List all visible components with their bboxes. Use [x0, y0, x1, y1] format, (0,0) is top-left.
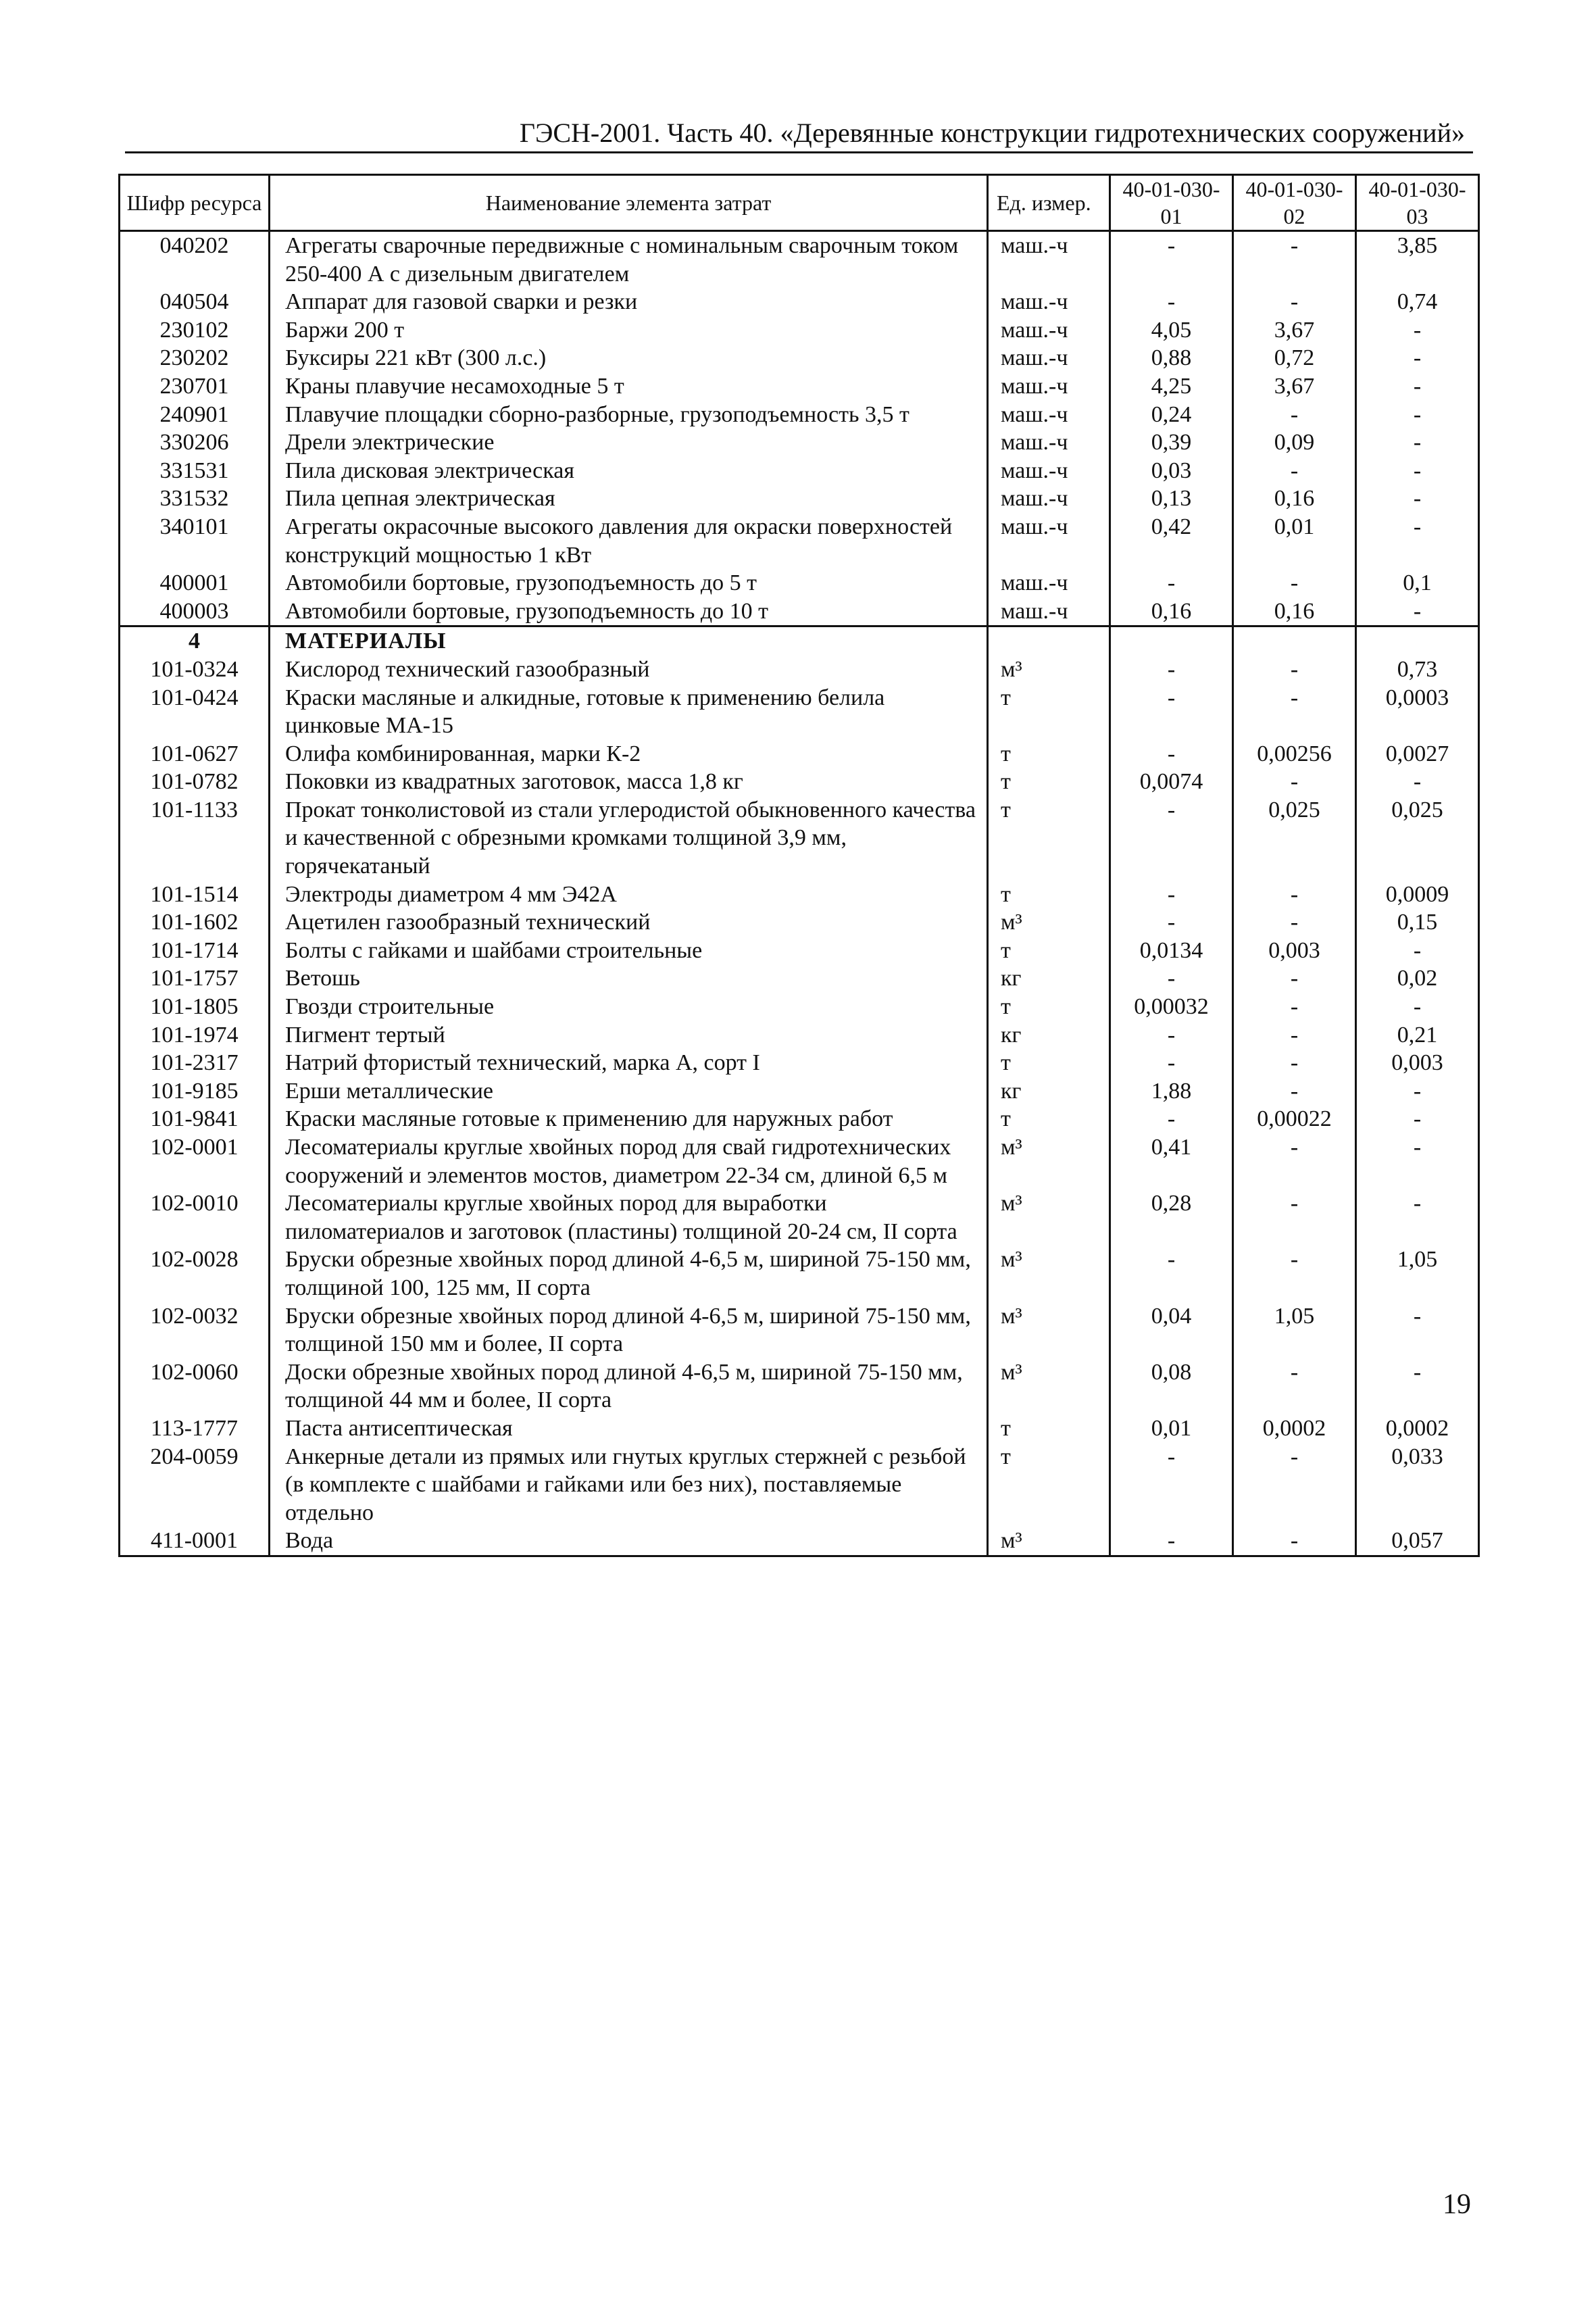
- resource-code: 204-0059: [120, 1443, 270, 1527]
- norm-value-3: -: [1356, 513, 1479, 569]
- column-header-code: Шифр ресурса: [120, 175, 270, 231]
- table-row: [120, 372, 1479, 401]
- norm-value-2: -: [1233, 881, 1356, 909]
- norm-value-2: 0,00256: [1233, 740, 1356, 768]
- norm-value-1: 0,0134: [1110, 937, 1233, 965]
- table-row: [120, 768, 1479, 796]
- resource-name: Буксиры 221 кВт (300 л.с.): [270, 344, 988, 372]
- resource-name: Автомобили бортовые, грузоподъемность до 5 т: [270, 569, 988, 597]
- table-row: [120, 908, 1479, 937]
- resource-name: Анкерные детали из прямых или гнутых круглых стержней с резьбой (в комплекте с шайбами и гайками или без них), поставляемые отдельно: [270, 1443, 988, 1527]
- resource-code: 101-0782: [120, 768, 270, 796]
- resource-code: 040504: [120, 288, 270, 316]
- resource-code: 400001: [120, 569, 270, 597]
- norm-value-1: -: [1110, 1527, 1233, 1556]
- resource-unit: т: [988, 768, 1110, 796]
- table-body: [120, 231, 1479, 1556]
- table-row: [120, 569, 1479, 597]
- norm-value-3: 0,0002: [1356, 1414, 1479, 1443]
- norm-value-3: 0,057: [1356, 1527, 1479, 1556]
- sec-empty-2: [1233, 626, 1356, 656]
- resource-unit: м³: [988, 1133, 1110, 1189]
- resource-code: 101-0627: [120, 740, 270, 768]
- norm-value-1: 0,08: [1110, 1358, 1233, 1414]
- norm-value-2: -: [1233, 288, 1356, 316]
- sec-empty-unit: [988, 626, 1110, 656]
- resource-name: Доски обрезные хвойных пород длиной 4-6,5 м, шириной 75-150 мм, толщиной 44 мм и более, II сорта: [270, 1358, 988, 1414]
- resource-code: 040202: [120, 231, 270, 289]
- resource-unit: маш.-ч: [988, 288, 1110, 316]
- resource-code: 102-0010: [120, 1189, 270, 1246]
- table-row: [120, 316, 1479, 345]
- resource-name: Поковки из квадратных заготовок, масса 1,8 кг: [270, 768, 988, 796]
- resource-name: Агрегаты сварочные передвижные с номинальным сварочным током 250-400 А с дизельным двигателем: [270, 231, 988, 289]
- norm-value-1: -: [1110, 231, 1233, 289]
- resource-unit: т: [988, 740, 1110, 768]
- norm-value-2: 0,0002: [1233, 1414, 1356, 1443]
- column-header-name: Наименование элемента затрат: [270, 175, 988, 231]
- resource-unit: маш.-ч: [988, 316, 1110, 345]
- norm-value-3: -: [1356, 1302, 1479, 1358]
- table-row: [120, 597, 1479, 626]
- norm-value-2: -: [1233, 1358, 1356, 1414]
- norm-value-2: -: [1233, 457, 1356, 485]
- resource-code: 102-0032: [120, 1302, 270, 1358]
- table-row: [120, 231, 1479, 289]
- page-header: [125, 101, 1473, 153]
- norm-value-2: 0,01: [1233, 513, 1356, 569]
- table-row: [120, 457, 1479, 485]
- norm-value-2: 0,00022: [1233, 1105, 1356, 1133]
- resource-name: Пила дисковая электрическая: [270, 457, 988, 485]
- norm-value-1: -: [1110, 1105, 1233, 1133]
- resource-name: Плавучие площадки сборно-разборные, грузоподъемность 3,5 т: [270, 401, 988, 429]
- table-row: [120, 993, 1479, 1021]
- resource-name: Паста антисептическая: [270, 1414, 988, 1443]
- norm-value-3: -: [1356, 993, 1479, 1021]
- resource-name: Агрегаты окрасочные высокого давления для окраски поверхностей конструкций мощностью 1 кВт: [270, 513, 988, 569]
- resource-code: 411-0001: [120, 1527, 270, 1556]
- norm-value-3: 0,74: [1356, 288, 1479, 316]
- norm-value-2: 1,05: [1233, 1302, 1356, 1358]
- norm-value-3: 0,02: [1356, 964, 1479, 993]
- resource-code: 101-1133: [120, 796, 270, 881]
- norm-value-3: 0,73: [1356, 656, 1479, 684]
- norm-value-3: -: [1356, 316, 1479, 345]
- resource-name: Баржи 200 т: [270, 316, 988, 345]
- norm-value-2: -: [1233, 993, 1356, 1021]
- norm-value-3: -: [1356, 1105, 1479, 1133]
- resource-code: 340101: [120, 513, 270, 569]
- norm-value-3: 1,05: [1356, 1246, 1479, 1302]
- norm-value-2: -: [1233, 1133, 1356, 1189]
- resource-code: 330206: [120, 428, 270, 457]
- norm-value-1: 4,05: [1110, 316, 1233, 345]
- norm-value-3: 0,0027: [1356, 740, 1479, 768]
- table-row: [120, 1049, 1479, 1077]
- resource-name: Аппарат для газовой сварки и резки: [270, 288, 988, 316]
- resource-unit: м³: [988, 1189, 1110, 1246]
- norm-value-1: -: [1110, 740, 1233, 768]
- norm-value-1: 1,88: [1110, 1077, 1233, 1106]
- resource-name: Олифа комбинированная, марки К-2: [270, 740, 988, 768]
- resource-unit: т: [988, 1414, 1110, 1443]
- resource-unit: м³: [988, 1302, 1110, 1358]
- resource-name: Ацетилен газообразный технический: [270, 908, 988, 937]
- resource-unit: маш.-ч: [988, 485, 1110, 513]
- norm-value-3: -: [1356, 597, 1479, 626]
- resource-code: 101-0324: [120, 656, 270, 684]
- resource-name: Лесоматериалы круглые хвойных пород для выработки пиломатериалов и заготовок (пластины) толщиной 20-24 см, II сорта: [270, 1189, 988, 1246]
- norm-value-3: -: [1356, 372, 1479, 401]
- resource-code: 101-1514: [120, 881, 270, 909]
- resource-unit: маш.-ч: [988, 231, 1110, 289]
- table-row: [120, 1302, 1479, 1358]
- norm-value-3: -: [1356, 768, 1479, 796]
- resource-unit: кг: [988, 1021, 1110, 1050]
- resource-unit: т: [988, 1049, 1110, 1077]
- resource-code: 400003: [120, 597, 270, 626]
- resource-unit: м³: [988, 908, 1110, 937]
- resource-name: Пигмент тертый: [270, 1021, 988, 1050]
- resource-name: Болты с гайками и шайбами строительные: [270, 937, 988, 965]
- norm-value-2: -: [1233, 1021, 1356, 1050]
- resource-code: 101-1714: [120, 937, 270, 965]
- norm-value-3: -: [1356, 1077, 1479, 1106]
- resource-table: [118, 174, 1480, 1557]
- norm-value-2: -: [1233, 684, 1356, 740]
- norm-value-2: -: [1233, 1246, 1356, 1302]
- norm-value-2: 0,16: [1233, 597, 1356, 626]
- resource-code: 101-9185: [120, 1077, 270, 1106]
- norm-value-1: 0,01: [1110, 1414, 1233, 1443]
- resource-unit: т: [988, 1105, 1110, 1133]
- resource-code: 101-1805: [120, 993, 270, 1021]
- norm-value-1: 0,42: [1110, 513, 1233, 569]
- table-row: [120, 1358, 1479, 1414]
- norm-value-1: 0,13: [1110, 485, 1233, 513]
- resource-unit: маш.-ч: [988, 344, 1110, 372]
- norm-value-3: 0,033: [1356, 1443, 1479, 1527]
- norm-value-2: 3,67: [1233, 316, 1356, 345]
- norm-value-1: 0,88: [1110, 344, 1233, 372]
- table-row: [120, 881, 1479, 909]
- table-row: [120, 288, 1479, 316]
- resource-code: 101-1757: [120, 964, 270, 993]
- table-row: [120, 740, 1479, 768]
- norm-value-2: 3,67: [1233, 372, 1356, 401]
- table-row: [120, 937, 1479, 965]
- resource-unit: т: [988, 684, 1110, 740]
- resource-code: 101-9841: [120, 1105, 270, 1133]
- norm-value-3: 0,0009: [1356, 881, 1479, 909]
- norm-value-1: 0,28: [1110, 1189, 1233, 1246]
- norm-value-1: 4,25: [1110, 372, 1233, 401]
- norm-value-3: 0,003: [1356, 1049, 1479, 1077]
- table-header-row: [120, 175, 1479, 231]
- table-row: [120, 401, 1479, 429]
- section-code: 4: [120, 626, 270, 656]
- resource-code: 230202: [120, 344, 270, 372]
- norm-value-2: -: [1233, 569, 1356, 597]
- norm-value-3: -: [1356, 344, 1479, 372]
- table-row: [120, 1133, 1479, 1189]
- norm-value-3: -: [1356, 401, 1479, 429]
- page-number: 19: [1443, 2189, 1471, 2220]
- table-row: [120, 1077, 1479, 1106]
- resource-name: Пила цепная электрическая: [270, 485, 988, 513]
- norm-value-2: -: [1233, 1077, 1356, 1106]
- resource-unit: м³: [988, 1246, 1110, 1302]
- norm-value-2: -: [1233, 964, 1356, 993]
- table-row: [120, 1527, 1479, 1556]
- resource-name: Ветошь: [270, 964, 988, 993]
- resource-name: Автомобили бортовые, грузоподъемность до 10 т: [270, 597, 988, 626]
- norm-value-1: 0,16: [1110, 597, 1233, 626]
- norm-value-1: 0,03: [1110, 457, 1233, 485]
- resource-code: 113-1777: [120, 1414, 270, 1443]
- table-row: [120, 344, 1479, 372]
- resource-name: Натрий фтористый технический, марка А, сорт I: [270, 1049, 988, 1077]
- norm-value-1: -: [1110, 1049, 1233, 1077]
- norm-value-1: -: [1110, 656, 1233, 684]
- resource-unit: т: [988, 993, 1110, 1021]
- norm-value-1: 0,41: [1110, 1133, 1233, 1189]
- norm-value-2: -: [1233, 1049, 1356, 1077]
- resource-name: Электроды диаметром 4 мм Э42А: [270, 881, 988, 909]
- norm-value-1: 0,00032: [1110, 993, 1233, 1021]
- column-header-norm-1: 40-01-030-01: [1110, 175, 1233, 231]
- resource-name: Вода: [270, 1527, 988, 1556]
- norm-value-2: -: [1233, 1527, 1356, 1556]
- norm-value-3: 0,0003: [1356, 684, 1479, 740]
- resource-unit: м³: [988, 1358, 1110, 1414]
- resource-code: 102-0028: [120, 1246, 270, 1302]
- resource-name: Краски масляные готовые к применению для наружных работ: [270, 1105, 988, 1133]
- table-row: [120, 1021, 1479, 1050]
- table-row: [120, 796, 1479, 881]
- table-row: [120, 964, 1479, 993]
- resource-unit: маш.-ч: [988, 513, 1110, 569]
- resource-unit: маш.-ч: [988, 428, 1110, 457]
- norm-value-1: -: [1110, 796, 1233, 881]
- norm-value-3: -: [1356, 1133, 1479, 1189]
- table-row: [120, 428, 1479, 457]
- table-row: [120, 1414, 1479, 1443]
- norm-value-1: -: [1110, 1246, 1233, 1302]
- resource-code: 102-0001: [120, 1133, 270, 1189]
- norm-value-1: -: [1110, 684, 1233, 740]
- table-row: [120, 1189, 1479, 1246]
- section-row: [120, 626, 1479, 656]
- norm-value-3: 0,025: [1356, 796, 1479, 881]
- resource-unit: м³: [988, 1527, 1110, 1556]
- norm-value-1: -: [1110, 964, 1233, 993]
- norm-value-2: 0,003: [1233, 937, 1356, 965]
- resource-unit: кг: [988, 1077, 1110, 1106]
- resource-unit: маш.-ч: [988, 457, 1110, 485]
- norm-value-2: 0,025: [1233, 796, 1356, 881]
- table-row: [120, 513, 1479, 569]
- resource-name: Ерши металлические: [270, 1077, 988, 1106]
- resource-code: 230701: [120, 372, 270, 401]
- table-row: [120, 1443, 1479, 1527]
- norm-value-2: -: [1233, 401, 1356, 429]
- resource-unit: кг: [988, 964, 1110, 993]
- norm-value-1: -: [1110, 881, 1233, 909]
- resource-code: 101-2317: [120, 1049, 270, 1077]
- resource-name: Краски масляные и алкидные, готовые к применению белила цинковые МА-15: [270, 684, 988, 740]
- norm-value-3: 3,85: [1356, 231, 1479, 289]
- norm-value-1: -: [1110, 569, 1233, 597]
- table-row: [120, 656, 1479, 684]
- column-header-unit: Ед. измер.: [988, 175, 1110, 231]
- resource-unit: т: [988, 881, 1110, 909]
- resource-unit: т: [988, 1443, 1110, 1527]
- resource-name: Краны плавучие несамоходные 5 т: [270, 372, 988, 401]
- resource-name: Бруски обрезные хвойных пород длиной 4-6,5 м, шириной 75-150 мм, толщиной 100, 125 мм, II сорта: [270, 1246, 988, 1302]
- document-title: ГЭСН-2001. Часть 40. «Деревянные конструкции гидротехнических сооружений»: [519, 118, 1465, 148]
- norm-value-2: -: [1233, 1443, 1356, 1527]
- resource-code: 101-1602: [120, 908, 270, 937]
- table-row: [120, 485, 1479, 513]
- resource-code: 331532: [120, 485, 270, 513]
- sec-empty-1: [1110, 626, 1233, 656]
- norm-value-1: 0,04: [1110, 1302, 1233, 1358]
- resource-code: 240901: [120, 401, 270, 429]
- resource-unit: м³: [988, 656, 1110, 684]
- norm-value-1: 0,24: [1110, 401, 1233, 429]
- norm-value-1: -: [1110, 1443, 1233, 1527]
- resource-name: Лесоматериалы круглые хвойных пород для свай гидротехнических сооружений и элементов мостов, диаметром 22-34 см, длиной 6,5 м: [270, 1133, 988, 1189]
- norm-value-1: -: [1110, 908, 1233, 937]
- resource-unit: маш.-ч: [988, 597, 1110, 626]
- resource-code: 101-0424: [120, 684, 270, 740]
- table-row: [120, 684, 1479, 740]
- norm-value-2: 0,72: [1233, 344, 1356, 372]
- resource-unit: маш.-ч: [988, 372, 1110, 401]
- resource-name: Дрели электрические: [270, 428, 988, 457]
- norm-value-1: -: [1110, 288, 1233, 316]
- column-header-norm-3: 40-01-030-03: [1356, 175, 1479, 231]
- table-row: [120, 1246, 1479, 1302]
- section-title: МАТЕРИАЛЫ: [270, 626, 988, 656]
- norm-value-2: -: [1233, 908, 1356, 937]
- norm-value-1: -: [1110, 1021, 1233, 1050]
- norm-value-3: 0,21: [1356, 1021, 1479, 1050]
- resource-name: Прокат тонколистовой из стали углеродистой обыкновенного качества и качественной с обрезными кромками толщиной 3,9 мм, горячекатаный: [270, 796, 988, 881]
- resource-code: 230102: [120, 316, 270, 345]
- norm-value-2: -: [1233, 768, 1356, 796]
- table-row: [120, 1105, 1479, 1133]
- resource-unit: маш.-ч: [988, 401, 1110, 429]
- norm-value-3: -: [1356, 485, 1479, 513]
- norm-value-3: 0,15: [1356, 908, 1479, 937]
- resource-name: Кислород технический газообразный: [270, 656, 988, 684]
- norm-value-2: -: [1233, 1189, 1356, 1246]
- norm-value-2: 0,09: [1233, 428, 1356, 457]
- norm-value-3: -: [1356, 937, 1479, 965]
- resource-code: 102-0060: [120, 1358, 270, 1414]
- norm-value-3: -: [1356, 1358, 1479, 1414]
- resource-unit: т: [988, 937, 1110, 965]
- resource-code: 101-1974: [120, 1021, 270, 1050]
- resource-unit: т: [988, 796, 1110, 881]
- norm-value-3: -: [1356, 428, 1479, 457]
- norm-value-3: -: [1356, 1189, 1479, 1246]
- resource-code: 331531: [120, 457, 270, 485]
- norm-value-3: 0,1: [1356, 569, 1479, 597]
- norm-value-2: 0,16: [1233, 485, 1356, 513]
- sec-empty-3: [1356, 626, 1479, 656]
- norm-value-3: -: [1356, 457, 1479, 485]
- norm-value-2: -: [1233, 656, 1356, 684]
- resource-name: Гвозди строительные: [270, 993, 988, 1021]
- resource-unit: маш.-ч: [988, 569, 1110, 597]
- norm-value-1: 0,0074: [1110, 768, 1233, 796]
- column-header-norm-2: 40-01-030-02: [1233, 175, 1356, 231]
- norm-value-1: 0,39: [1110, 428, 1233, 457]
- resource-name: Бруски обрезные хвойных пород длиной 4-6,5 м, шириной 75-150 мм, толщиной 150 мм и более, II сорта: [270, 1302, 988, 1358]
- norm-value-2: -: [1233, 231, 1356, 289]
